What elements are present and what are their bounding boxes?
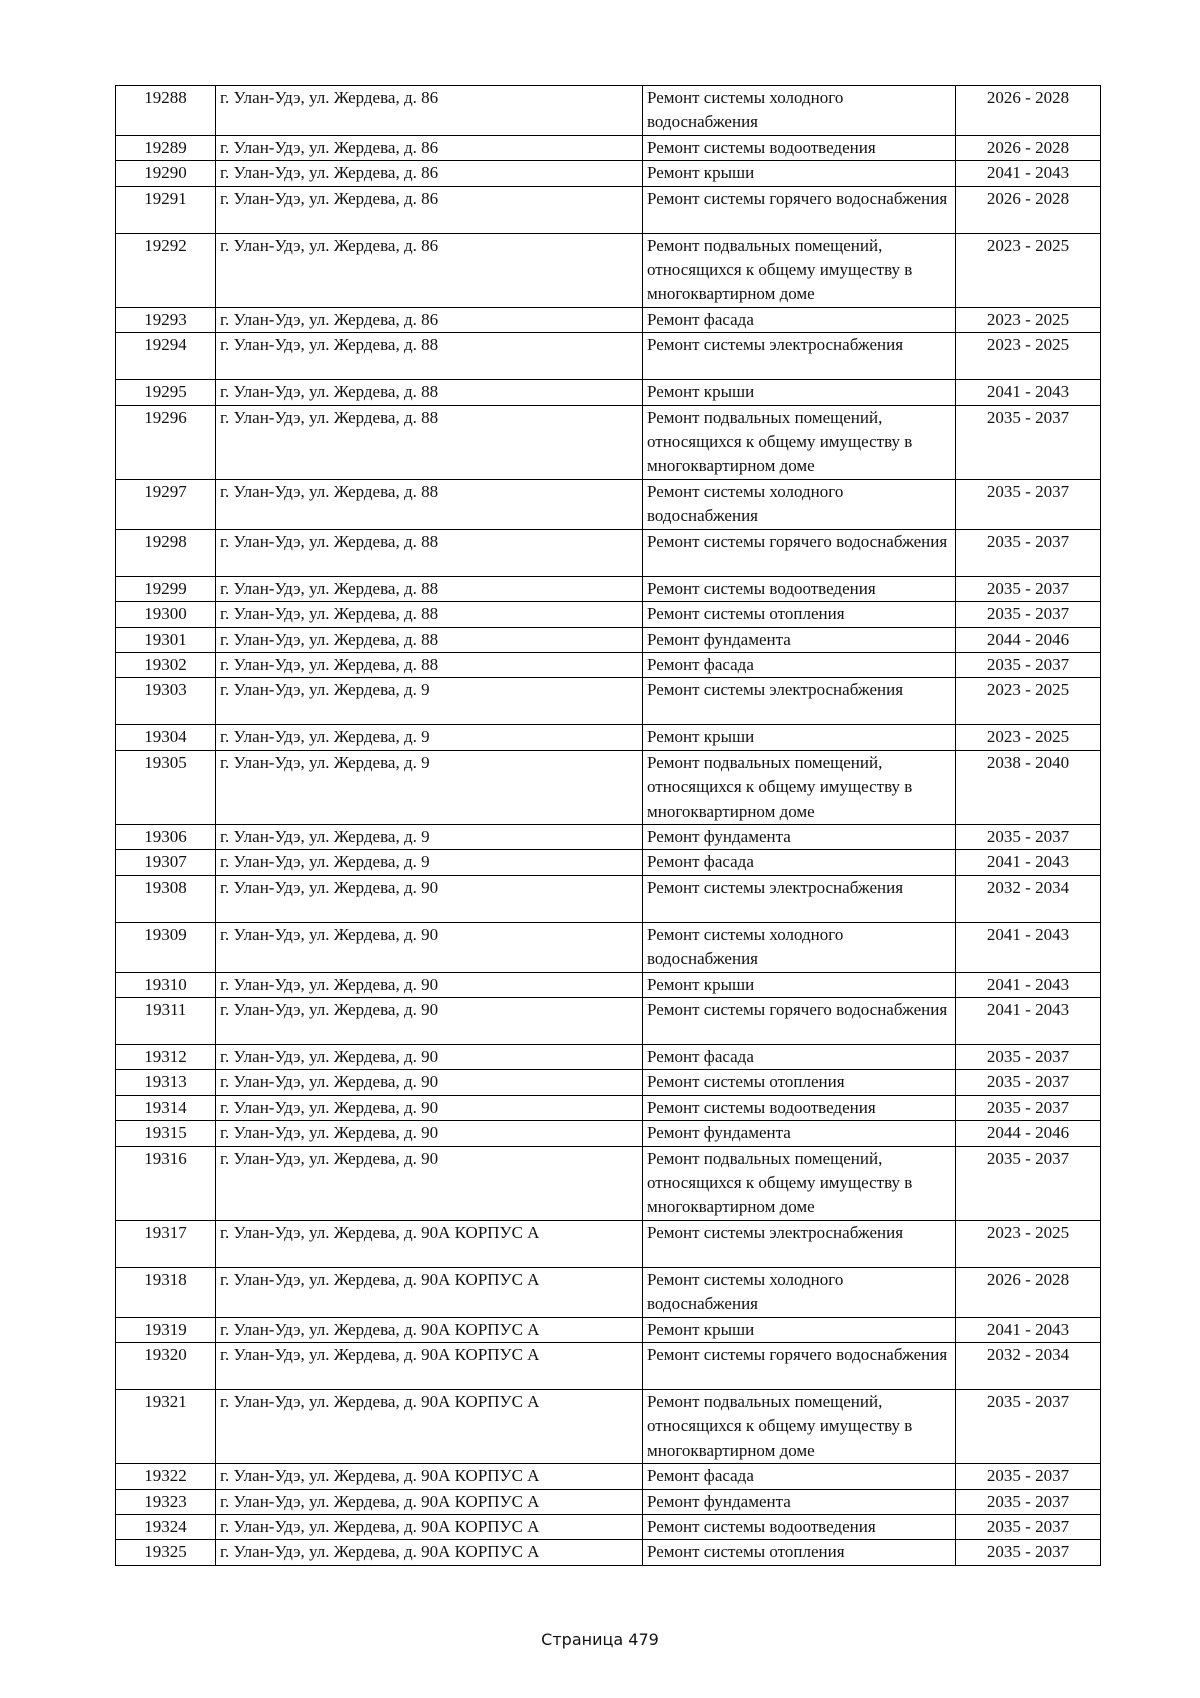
page-number: Страница 479 (541, 1630, 659, 1649)
table-row (116, 602, 1101, 627)
row-number: 19321 (116, 1390, 216, 1464)
table-row (116, 1540, 1101, 1565)
table-row (116, 1464, 1101, 1489)
row-period: 2035 - 2037 (956, 1146, 1101, 1220)
row-work-type: Ремонт системы водоотведения (643, 1515, 956, 1540)
table-row (116, 1390, 1101, 1464)
row-address: г. Улан-Удэ, ул. Жердева, д. 88 (216, 333, 643, 380)
table-row (116, 1146, 1101, 1220)
row-number: 19294 (116, 333, 216, 380)
row-address: г. Улан-Удэ, ул. Жердева, д. 90А КОРПУС А (216, 1390, 643, 1464)
row-work-type: Ремонт крыши (643, 161, 956, 186)
row-work-type: Ремонт системы электроснабжения (643, 875, 956, 922)
row-period: 2035 - 2037 (956, 1390, 1101, 1464)
row-work-type: Ремонт системы водоотведения (643, 135, 956, 160)
row-period: 2026 - 2028 (956, 86, 1101, 136)
row-work-type: Ремонт крыши (643, 972, 956, 997)
table-row (116, 922, 1101, 972)
row-period: 2035 - 2037 (956, 602, 1101, 627)
table-row (116, 850, 1101, 875)
row-period: 2041 - 2043 (956, 972, 1101, 997)
row-number: 19318 (116, 1267, 216, 1317)
row-address: г. Улан-Удэ, ул. Жердева, д. 90А КОРПУС А (216, 1464, 643, 1489)
row-work-type: Ремонт системы водоотведения (643, 1095, 956, 1120)
row-number: 19317 (116, 1220, 216, 1267)
row-period: 2041 - 2043 (956, 922, 1101, 972)
row-address: г. Улан-Удэ, ул. Жердева, д. 88 (216, 627, 643, 652)
table-row (116, 750, 1101, 824)
row-period: 2035 - 2037 (956, 479, 1101, 529)
table-row (116, 479, 1101, 529)
table-row (116, 1489, 1101, 1514)
row-address: г. Улан-Удэ, ул. Жердева, д. 9 (216, 824, 643, 849)
row-period: 2026 - 2028 (956, 135, 1101, 160)
row-work-type: Ремонт фундамента (643, 1489, 956, 1514)
row-period: 2023 - 2025 (956, 233, 1101, 307)
table-row (116, 1220, 1101, 1267)
row-period: 2026 - 2028 (956, 186, 1101, 233)
table-row (116, 1070, 1101, 1095)
capital-repair-table (115, 85, 1101, 1566)
table-row (116, 135, 1101, 160)
row-period: 2041 - 2043 (956, 161, 1101, 186)
row-address: г. Улан-Удэ, ул. Жердева, д. 90 (216, 1146, 643, 1220)
row-number: 19290 (116, 161, 216, 186)
table-row (116, 972, 1101, 997)
row-work-type: Ремонт фундамента (643, 824, 956, 849)
row-number: 19309 (116, 922, 216, 972)
row-number: 19313 (116, 1070, 216, 1095)
row-number: 19288 (116, 86, 216, 136)
row-work-type: Ремонт фасада (643, 652, 956, 677)
table-row (116, 627, 1101, 652)
row-address: г. Улан-Удэ, ул. Жердева, д. 90А КОРПУС А (216, 1540, 643, 1565)
row-number: 19324 (116, 1515, 216, 1540)
row-address: г. Улан-Удэ, ул. Жердева, д. 90 (216, 1095, 643, 1120)
row-period: 2035 - 2037 (956, 1540, 1101, 1565)
row-number: 19302 (116, 652, 216, 677)
row-number: 19289 (116, 135, 216, 160)
row-period: 2044 - 2046 (956, 1121, 1101, 1146)
table-row (116, 1515, 1101, 1540)
table-row (116, 380, 1101, 405)
row-number: 19308 (116, 875, 216, 922)
row-period: 2035 - 2037 (956, 1095, 1101, 1120)
row-period: 2035 - 2037 (956, 1070, 1101, 1095)
row-address: г. Улан-Удэ, ул. Жердева, д. 9 (216, 725, 643, 750)
row-number: 19320 (116, 1343, 216, 1390)
row-address: г. Улан-Удэ, ул. Жердева, д. 88 (216, 405, 643, 479)
row-period: 2035 - 2037 (956, 529, 1101, 576)
row-address: г. Улан-Удэ, ул. Жердева, д. 88 (216, 529, 643, 576)
table-row (116, 233, 1101, 307)
row-work-type: Ремонт системы горячего водоснабжения (643, 997, 956, 1044)
row-number: 19297 (116, 479, 216, 529)
row-work-type: Ремонт подвальных помещений, относящихся к общему имуществу в многоквартирном доме (643, 750, 956, 824)
row-number: 19312 (116, 1044, 216, 1069)
row-address: г. Улан-Удэ, ул. Жердева, д. 86 (216, 233, 643, 307)
table-body (116, 86, 1101, 1566)
row-address: г. Улан-Удэ, ул. Жердева, д. 9 (216, 678, 643, 725)
row-number: 19307 (116, 850, 216, 875)
row-work-type: Ремонт системы электроснабжения (643, 678, 956, 725)
row-address: г. Улан-Удэ, ул. Жердева, д. 9 (216, 750, 643, 824)
row-work-type: Ремонт крыши (643, 725, 956, 750)
row-work-type: Ремонт системы отопления (643, 602, 956, 627)
row-period: 2035 - 2037 (956, 576, 1101, 601)
row-work-type: Ремонт фасада (643, 1464, 956, 1489)
row-number: 19319 (116, 1317, 216, 1342)
row-address: г. Улан-Удэ, ул. Жердева, д. 90 (216, 972, 643, 997)
row-number: 19314 (116, 1095, 216, 1120)
table-row (116, 1317, 1101, 1342)
row-number: 19323 (116, 1489, 216, 1514)
row-period: 2035 - 2037 (956, 1515, 1101, 1540)
row-period: 2041 - 2043 (956, 380, 1101, 405)
row-number: 19305 (116, 750, 216, 824)
row-work-type: Ремонт системы холодного водоснабжения (643, 479, 956, 529)
row-period: 2032 - 2034 (956, 1343, 1101, 1390)
row-address: г. Улан-Удэ, ул. Жердева, д. 90А КОРПУС А (216, 1267, 643, 1317)
row-period: 2023 - 2025 (956, 1220, 1101, 1267)
row-period: 2023 - 2025 (956, 333, 1101, 380)
row-number: 19311 (116, 997, 216, 1044)
row-work-type: Ремонт подвальных помещений, относящихся к общему имуществу в многоквартирном доме (643, 1146, 956, 1220)
row-address: г. Улан-Удэ, ул. Жердева, д. 88 (216, 602, 643, 627)
table-row (116, 1121, 1101, 1146)
row-number: 19303 (116, 678, 216, 725)
row-number: 19322 (116, 1464, 216, 1489)
row-work-type: Ремонт системы отопления (643, 1540, 956, 1565)
row-work-type: Ремонт фасада (643, 1044, 956, 1069)
row-work-type: Ремонт фундамента (643, 1121, 956, 1146)
table-row (116, 576, 1101, 601)
row-number: 19292 (116, 233, 216, 307)
row-period: 2035 - 2037 (956, 1464, 1101, 1489)
row-number: 19295 (116, 380, 216, 405)
row-address: г. Улан-Удэ, ул. Жердева, д. 90 (216, 1044, 643, 1069)
table-row (116, 875, 1101, 922)
row-period: 2035 - 2037 (956, 652, 1101, 677)
row-number: 19315 (116, 1121, 216, 1146)
row-address: г. Улан-Удэ, ул. Жердева, д. 90А КОРПУС А (216, 1220, 643, 1267)
row-work-type: Ремонт подвальных помещений, относящихся к общему имуществу в многоквартирном доме (643, 1390, 956, 1464)
row-period: 2041 - 2043 (956, 850, 1101, 875)
table-row (116, 333, 1101, 380)
row-work-type: Ремонт системы горячего водоснабжения (643, 1343, 956, 1390)
table-row (116, 997, 1101, 1044)
row-work-type: Ремонт фасада (643, 850, 956, 875)
row-address: г. Улан-Удэ, ул. Жердева, д. 90 (216, 997, 643, 1044)
row-work-type: Ремонт подвальных помещений, относящихся к общему имуществу в многоквартирном доме (643, 405, 956, 479)
row-number: 19310 (116, 972, 216, 997)
row-number: 19325 (116, 1540, 216, 1565)
row-address: г. Улан-Удэ, ул. Жердева, д. 86 (216, 135, 643, 160)
row-period: 2041 - 2043 (956, 997, 1101, 1044)
row-work-type: Ремонт системы холодного водоснабжения (643, 922, 956, 972)
row-period: 2032 - 2034 (956, 875, 1101, 922)
row-period: 2035 - 2037 (956, 1489, 1101, 1514)
row-work-type: Ремонт системы электроснабжения (643, 333, 956, 380)
row-address: г. Улан-Удэ, ул. Жердева, д. 86 (216, 161, 643, 186)
row-address: г. Улан-Удэ, ул. Жердева, д. 90А КОРПУС А (216, 1343, 643, 1390)
row-period: 2023 - 2025 (956, 725, 1101, 750)
table-row (116, 1044, 1101, 1069)
table-row (116, 186, 1101, 233)
row-period: 2023 - 2025 (956, 307, 1101, 332)
row-number: 19293 (116, 307, 216, 332)
table-row (116, 1095, 1101, 1120)
row-address: г. Улан-Удэ, ул. Жердева, д. 90 (216, 1070, 643, 1095)
row-work-type: Ремонт системы отопления (643, 1070, 956, 1095)
row-period: 2035 - 2037 (956, 1044, 1101, 1069)
row-period: 2035 - 2037 (956, 405, 1101, 479)
table-row (116, 824, 1101, 849)
row-number: 19300 (116, 602, 216, 627)
row-work-type: Ремонт системы горячего водоснабжения (643, 186, 956, 233)
row-work-type: Ремонт фасада (643, 307, 956, 332)
row-work-type: Ремонт подвальных помещений, относящихся к общему имуществу в многоквартирном доме (643, 233, 956, 307)
row-address: г. Улан-Удэ, ул. Жердева, д. 88 (216, 652, 643, 677)
row-address: г. Улан-Удэ, ул. Жердева, д. 88 (216, 380, 643, 405)
row-address: г. Улан-Удэ, ул. Жердева, д. 86 (216, 307, 643, 332)
table-row (116, 86, 1101, 136)
row-number: 19291 (116, 186, 216, 233)
row-work-type: Ремонт системы электроснабжения (643, 1220, 956, 1267)
row-number: 19304 (116, 725, 216, 750)
table-row (116, 725, 1101, 750)
row-work-type: Ремонт системы холодного водоснабжения (643, 1267, 956, 1317)
row-address: г. Улан-Удэ, ул. Жердева, д. 88 (216, 479, 643, 529)
table-row (116, 1343, 1101, 1390)
row-work-type: Ремонт крыши (643, 380, 956, 405)
row-address: г. Улан-Удэ, ул. Жердева, д. 90 (216, 875, 643, 922)
row-work-type: Ремонт крыши (643, 1317, 956, 1342)
row-number: 19296 (116, 405, 216, 479)
row-number: 19316 (116, 1146, 216, 1220)
row-work-type: Ремонт системы холодного водоснабжения (643, 86, 956, 136)
row-period: 2044 - 2046 (956, 627, 1101, 652)
row-work-type: Ремонт системы водоотведения (643, 576, 956, 601)
table-row (116, 678, 1101, 725)
table-row (116, 1267, 1101, 1317)
row-period: 2038 - 2040 (956, 750, 1101, 824)
row-period: 2041 - 2043 (956, 1317, 1101, 1342)
row-work-type: Ремонт системы горячего водоснабжения (643, 529, 956, 576)
table-row (116, 161, 1101, 186)
row-address: г. Улан-Удэ, ул. Жердева, д. 9 (216, 850, 643, 875)
table-row (116, 405, 1101, 479)
table-row (116, 529, 1101, 576)
row-address: г. Улан-Удэ, ул. Жердева, д. 90А КОРПУС А (216, 1515, 643, 1540)
table-row (116, 307, 1101, 332)
row-period: 2035 - 2037 (956, 824, 1101, 849)
row-address: г. Улан-Удэ, ул. Жердева, д. 90 (216, 1121, 643, 1146)
row-address: г. Улан-Удэ, ул. Жердева, д. 88 (216, 576, 643, 601)
row-work-type: Ремонт фундамента (643, 627, 956, 652)
row-number: 19299 (116, 576, 216, 601)
row-address: г. Улан-Удэ, ул. Жердева, д. 90А КОРПУС А (216, 1317, 643, 1342)
table-row (116, 652, 1101, 677)
row-address: г. Улан-Удэ, ул. Жердева, д. 90 (216, 922, 643, 972)
row-number: 19306 (116, 824, 216, 849)
row-address: г. Улан-Удэ, ул. Жердева, д. 90А КОРПУС А (216, 1489, 643, 1514)
row-number: 19301 (116, 627, 216, 652)
row-address: г. Улан-Удэ, ул. Жердева, д. 86 (216, 86, 643, 136)
row-period: 2026 - 2028 (956, 1267, 1101, 1317)
row-number: 19298 (116, 529, 216, 576)
row-address: г. Улан-Удэ, ул. Жердева, д. 86 (216, 186, 643, 233)
row-period: 2023 - 2025 (956, 678, 1101, 725)
